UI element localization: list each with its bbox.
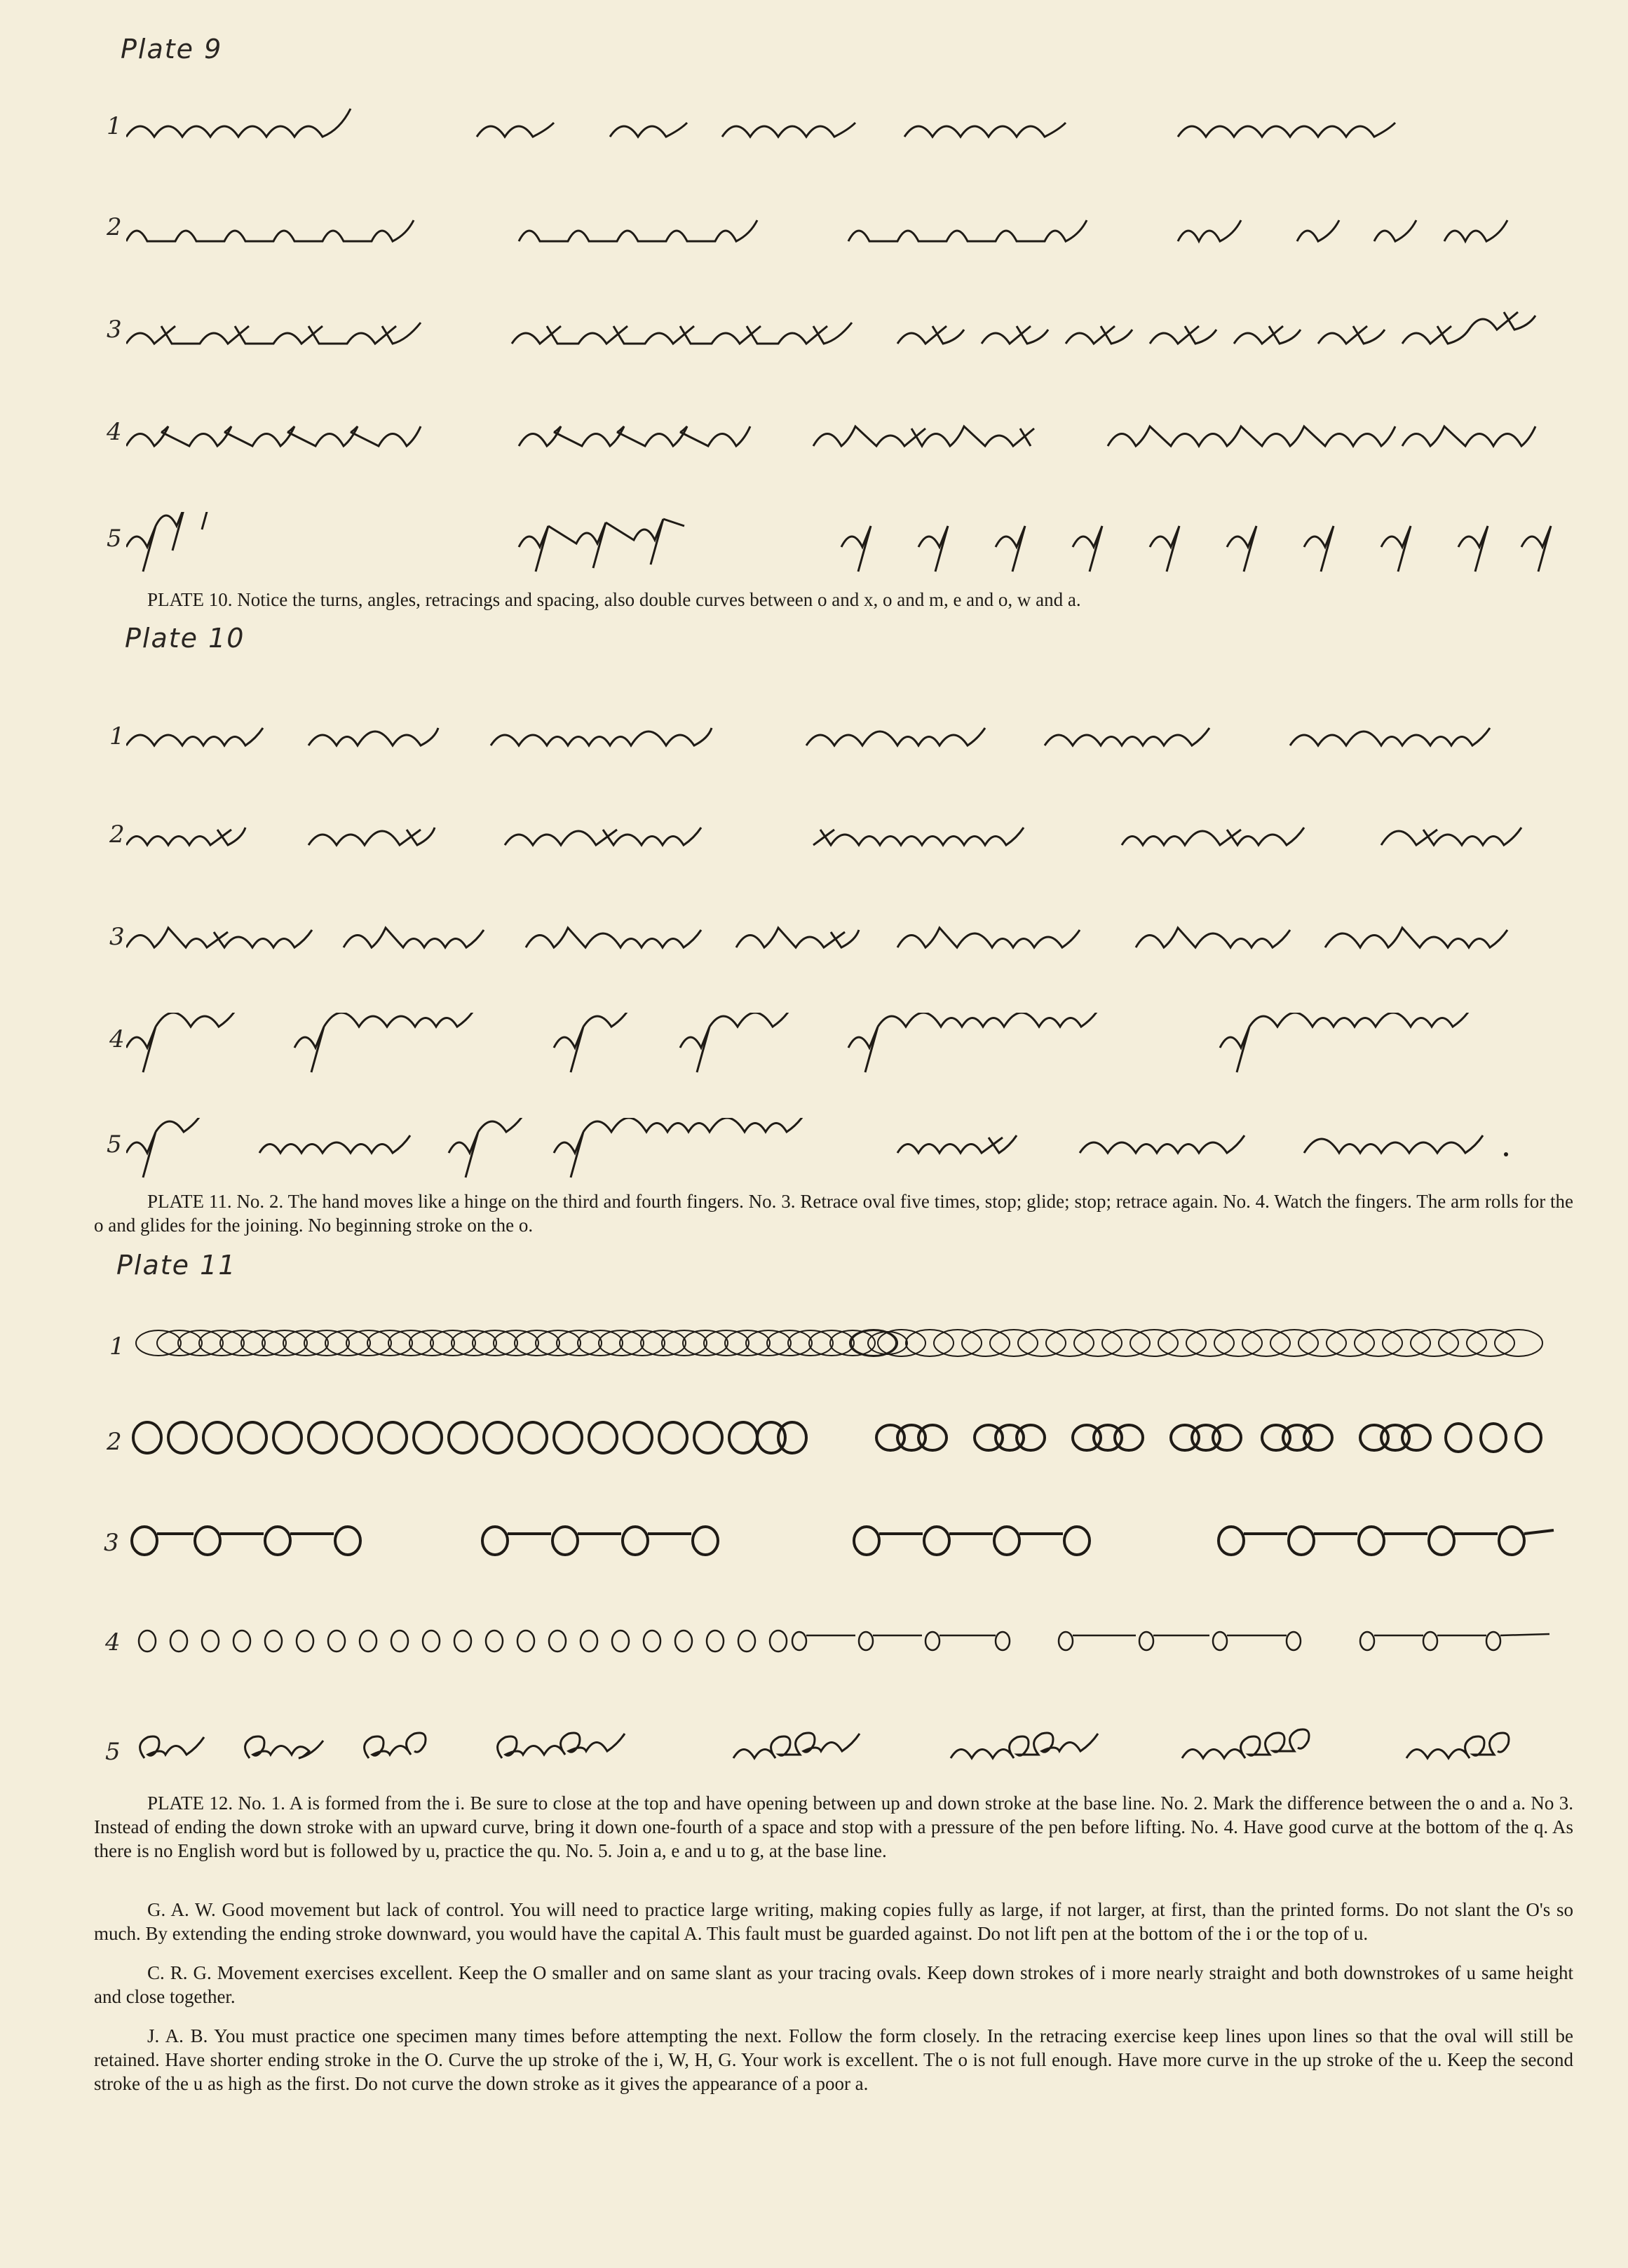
plate-10-row-4-script [126,1013,1556,1076]
feedback-initials: J. A. B. [147,2025,208,2046]
plate-10-row-3-script [126,916,1556,965]
plate-12-caption-text: No. 1. A is formed from the i. Be sure to close at the top and have opening between up and down stroke at the base line. No. 2. Mark the difference between the o and a. No 3. Instead of ending the down stroke with an upward curve, bring it down one-fourth of a space and stop with a pressure of the pen before lifting. No. 4. Have good curve at the bottom of the q. As there is no English word but is followed by u, practice the qu. No. 5. Join a, e and u to g, at the base line. [94,1793,1573,1861]
feedback-text: Movement exercises excellent. Keep the O smaller and on same slant as your tracing ovals. Keep down strokes of i more nearly straight and both downstrokes of u same height and close together. [94,1962,1573,2007]
plate-10-row-2-number: 2 [109,821,125,849]
feedback-initials: C. R. G. [147,1962,212,1983]
plate-10-row-3-number: 3 [109,923,125,951]
plate-10-caption-text: Notice the turns, angles, retracings and spacing, also double curves between o and x, o and m, e and o, w and a. [237,589,1081,610]
plate-11-caption-text: No. 2. The hand moves like a hinge on the third and fourth fingers. No. 3. Retrace oval five times, stop; glide; stop; retrace again. No. 4. Watch the fingers. The arm rolls for the o and glides for the joining. No beginning stroke on the o. [94,1191,1574,1236]
plate-11-caption [94,1189,1573,1237]
plate-9-row-2-number: 2 [107,213,122,241]
plate-9-label: Plate 9 [121,34,223,65]
plate-9-row-2-script [126,208,1556,257]
plate-11-row-5-script [130,1720,1561,1776]
plate-9-row-5-number: 5 [107,525,122,553]
plate-10-label: Plate 10 [125,623,245,654]
plate-9-row-4-script [126,411,1556,460]
feedback-text: Good movement but lack of control. You will need to practice large writing, making copies fully as large, if not larger, at first, than the printed forms. Do not slant the O's so much. By extending the ending stroke downward, you would have the capital A. This fault must be guarded against. Do not lift pen at the bottom of the i or the top of u. [94,1899,1574,1944]
feedback-initials: G. A. W. [147,1899,216,1920]
plate-11-row-5-number: 5 [105,1738,121,1766]
plate-11-row-2-number: 2 [107,1428,122,1456]
plate-9-row-1-number: 1 [107,112,122,140]
feedback-paragraph [94,2024,1573,2095]
plate-11-row-4-number: 4 [105,1628,121,1656]
plate-10-caption [94,588,1573,612]
plate-11-label: Plate 11 [116,1250,237,1281]
student-feedback [94,1898,1573,2111]
plate-9-row-5-script [126,512,1556,575]
plate-11-row-3-ovals [123,1509,1561,1565]
feedback-paragraph [94,1898,1573,1945]
plate-10-row-5-script [126,1118,1556,1181]
plate-10-row-1-script [126,714,1556,763]
plate-11-row-2-ovals [126,1410,1556,1466]
plate-12-caption-prefix: PLATE 12. [147,1793,233,1814]
feedback-paragraph [94,1961,1573,2009]
plate-10-row-2-script [126,814,1556,863]
plate-10-row-5-number: 5 [107,1130,122,1159]
plate-11-row-3-number: 3 [104,1529,119,1557]
plate-11-row-1-number: 1 [109,1332,125,1361]
feedback-text: You must practice one specimen many times before attempting the next. Follow the form closely. In the retracing exercise keep lines upon lines so that the oval will still be retained. Have shorter ending stroke in the O. Curve the up stroke of the i, W, H, G. Your work is excellent. The o is not full enough. Have more curve in the up stroke of the u. Keep the second stroke of the u as high as the first. Do not curve the down stroke as it gives the appearance of a poor a. [94,2025,1574,2094]
plate-11-row-1-ovals [130,1318,1561,1368]
plate-9-row-3-number: 3 [107,316,122,344]
plate-10-row-4-number: 4 [109,1025,125,1053]
plate-9-row-1-script [126,105,1556,154]
plate-9-row-3-script [126,309,1556,358]
plate-12-caption [94,1791,1573,1863]
plate-10-caption-prefix: PLATE 10. [147,589,233,610]
plate-9-row-4-number: 4 [107,418,122,446]
plate-11-row-4-ovals [126,1613,1556,1662]
plate-10-row-1-number: 1 [109,722,125,750]
plate-11-caption-prefix: PLATE 11. [147,1191,232,1212]
